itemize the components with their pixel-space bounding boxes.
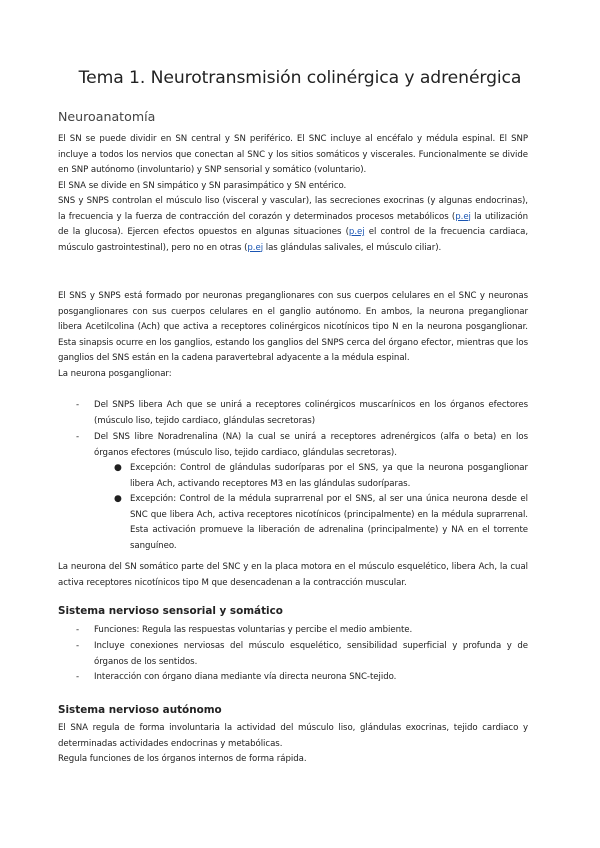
list-item [58, 639, 528, 670]
list-item [58, 623, 528, 639]
page-title: Tema 1. Neurotransmisión colinérgica y adrenérgica [78, 68, 522, 88]
list-item [58, 398, 528, 429]
paragraph-sna-funciones: Regula funciones de los órganos internos de forma rápida. [58, 754, 307, 764]
paragraph-somatico [58, 560, 528, 591]
list-item-text: Del SNS libre Noradrenalina (NA) la cual se unirá a receptores adrenérgicos (alfa o beta) en los órganos efectores (músculo liso, tejido cardiaco, glándulas secretoras). [94, 432, 528, 458]
paragraph-sns-snps-control [58, 194, 528, 256]
paragraph-sn-division: El SN se puede dividir en SN central y SN periférico. El SNC incluye al encéfalo y médula espinal. El SNP incluye a todos los nervios que conectan al SNC y los sitios somáticos y viscerales. Funcionalmente se divide en SNP autónomo (involuntario) y SNP sensorial y somático (voluntario). [58, 134, 528, 175]
sublist-item [58, 492, 528, 554]
dash-bullet: - [76, 672, 80, 682]
bullet-icon: ● [114, 463, 122, 473]
list-item-text: Incluye conexiones nerviosas del músculo esquelético, sensibilidad superficial y profunda y de órganos de los sentidos. [94, 641, 528, 667]
sublist-item [58, 461, 528, 492]
paragraph-sna-division: El SNA se divide en SN simpático y SN parasimpático y SN entérico. [58, 180, 347, 191]
dash-bullet: - [76, 625, 80, 635]
text-segment: SNS y SNPS controlan el músculo liso (visceral y vascular), las secreciones exocrinas (y algunas endocrinas), la frecuencia y la fuerza de contracción del corazón y determinados procesos metabólicos ( [58, 196, 528, 222]
sublist-item-text: Excepción: Control de glándulas sudoríparas por el SNS, ya que la neurona posganglionar libera Ach, activando receptores M3 en las glándulas sudoríparas. [130, 463, 528, 489]
list-item [58, 670, 528, 686]
pej-link[interactable]: p.ej [455, 211, 471, 222]
pej-link[interactable]: p.ej [348, 227, 365, 237]
paragraph-preganglionar: El SNS y SNPS está formado por neuronas preganglionares con sus cuerpos celulares en el SNC y neuronas posganglionares con sus cuerpos celulares en el ganglio autónomo. En ambos, la neurona preganglionar libera Acetilcolina (Ach) que activa a receptores colinérgicos nicotínicos tipo N en la neurona posganglionar. Esta sinapsis ocurre en los ganglios, estando los ganglios del SNPS cerca del órgano efector, mientras que los ganglios del SNS están en la cadena paravertebral adyacente a la médula espinal. [58, 291, 528, 363]
list-item [58, 430, 528, 461]
section-heading-sensorial-somatico: Sistema nervioso sensorial y somático [58, 605, 283, 617]
paragraph-intro [58, 132, 528, 256]
paragraph-sna-regula: El SNA regula de forma involuntaria la actividad del músculo liso, glándulas exocrinas, tejido cardiaco y determinadas actividades endocrinas y metabólicas. [58, 723, 528, 749]
dash-bullet: - [76, 432, 80, 442]
section-heading-neuroanatomia: Neuroanatomía [58, 109, 156, 124]
list-item-text: Funciones: Regula las respuestas voluntarias y percibe el medio ambiente. [94, 625, 413, 635]
list-item-text: Interacción con órgano diana mediante vía directa neurona SNC-tejido. [94, 672, 397, 682]
paragraph-neurons-block [58, 289, 528, 382]
text-segment: las glándulas salivales, el músculo ciliar). [263, 242, 442, 253]
paragraph-sna-block [58, 721, 528, 768]
paragraph-sn-somatico: La neurona del SN somático parte del SNC y en la placa motora en el músculo esquelético, libera Ach, la cual activa receptores nicotínicos tipo M que desencadenan a la contracción muscular. [58, 562, 528, 588]
paragraph-posganglionar-intro: La neurona posganglionar: [58, 368, 172, 379]
pej-link[interactable]: p.ej [247, 242, 264, 253]
list-item-text: Del SNPS libera Ach que se unirá a receptores colinérgicos muscarínicos en los órganos efectores (músculo liso, tejido cardiaco, glándulas secretoras) [94, 400, 528, 426]
sublist-item-text: Excepción: Control de la médula suprarrenal por el SNS, al ser una única neurona desde el SNC que libera Ach, activa receptores nicotínicos (principalmente) en la médula suprarrenal. Esta activación promueve la liberación de adrenalina (principalmente) y NA en el torrente sanguíneo. [130, 494, 528, 551]
dash-bullet: - [76, 641, 80, 651]
text-segment: el control de la frecuencia cardiaca, músculo gastrointestinal), pero no en otras ( [58, 227, 528, 253]
section-heading-autonomo: Sistema nervioso autónomo [58, 704, 222, 716]
bullet-icon: ● [114, 494, 122, 504]
text-segment: la utilización de la glucosa). Ejercen efectos opuestos en algunas situaciones ( [58, 211, 528, 237]
dash-bullet: - [76, 400, 80, 410]
